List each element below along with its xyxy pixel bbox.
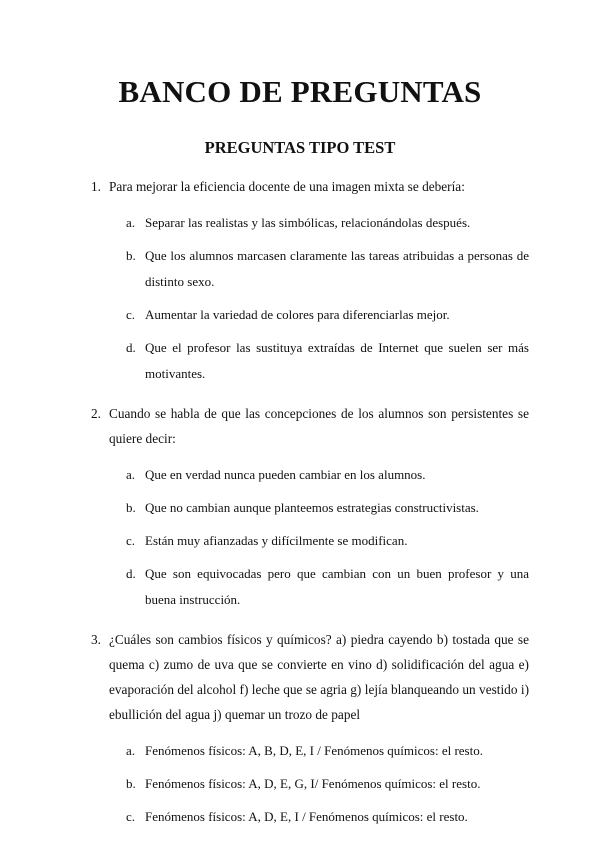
page-title: BANCO DE PREGUNTAS xyxy=(118,74,482,109)
question-text: Para mejorar la eficiencia docente de una imagen mixta se debería: xyxy=(109,179,465,194)
option-text: Fenómenos físicos: A, D, E, I / Fenómenos químicos: el resto. xyxy=(145,809,468,824)
question-text: Cuando se habla de que las concepciones de los alumnos son persistentes se quiere decir: xyxy=(109,406,529,446)
option-list xyxy=(0,210,600,387)
option-letter: a. xyxy=(126,467,136,482)
question-1 xyxy=(0,174,600,387)
option-letter: a. xyxy=(126,743,136,758)
question-number: 2. xyxy=(91,406,101,421)
option-item xyxy=(0,302,600,328)
option-letter: d. xyxy=(126,566,136,581)
option-letter: d. xyxy=(126,340,136,355)
option-text: Que el profesor las sustituya extraídas de Internet que suelen ser más motivantes. xyxy=(145,340,529,381)
option-item xyxy=(0,561,600,613)
option-list xyxy=(0,462,600,613)
option-text: Fenómenos físicos: A, B, D, E, I / Fenómenos químicos: el resto. xyxy=(145,743,483,758)
question-number: 3. xyxy=(91,632,101,647)
option-list xyxy=(0,738,600,830)
option-item xyxy=(0,804,600,830)
option-item xyxy=(0,462,600,488)
option-letter: c. xyxy=(126,533,136,548)
question-2 xyxy=(0,401,600,613)
option-item xyxy=(0,210,600,236)
section-title: PREGUNTAS TIPO TEST xyxy=(204,138,396,157)
question-number: 1. xyxy=(91,179,101,194)
option-item xyxy=(0,335,600,387)
option-item xyxy=(0,243,600,295)
option-letter: b. xyxy=(126,776,136,791)
option-letter: b. xyxy=(126,500,136,515)
option-letter: c. xyxy=(126,809,136,824)
option-text: Que no cambian aunque planteemos estrategias constructivistas. xyxy=(145,500,479,515)
option-text: Que los alumnos marcasen claramente las tareas atribuidas a personas de distinto sexo. xyxy=(145,248,529,289)
option-text: Aumentar la variedad de colores para diferenciarlas mejor. xyxy=(145,307,450,322)
option-text: Separar las realistas y las simbólicas, relacionándolas después. xyxy=(145,215,471,230)
option-item xyxy=(0,495,600,521)
option-text: Que son equivocadas pero que cambian con un buen profesor y una buena instrucción. xyxy=(145,566,529,607)
option-item xyxy=(0,528,600,554)
question-text: ¿Cuáles son cambios físicos y químicos? a) piedra cayendo b) tostada que se quema c) zumo de uva que se convierte en vino d) solidificación del agua e) evaporación del alcohol f) leche que se agria g) lejía blanqueando un vestido i) ebullición del agua j) quemar un trozo de papel xyxy=(109,632,529,722)
option-text: Fenómenos físicos: A, D, E, G, I/ Fenómenos químicos: el resto. xyxy=(145,776,481,791)
question-list xyxy=(0,174,600,844)
question-3 xyxy=(0,627,600,830)
option-letter: a. xyxy=(126,215,136,230)
option-item xyxy=(0,738,600,764)
option-text: Están muy afianzadas y difícilmente se modifican. xyxy=(145,533,408,548)
option-text: Que en verdad nunca pueden cambiar en los alumnos. xyxy=(145,467,426,482)
option-letter: b. xyxy=(126,248,136,263)
option-item xyxy=(0,771,600,797)
option-letter: c. xyxy=(126,307,136,322)
